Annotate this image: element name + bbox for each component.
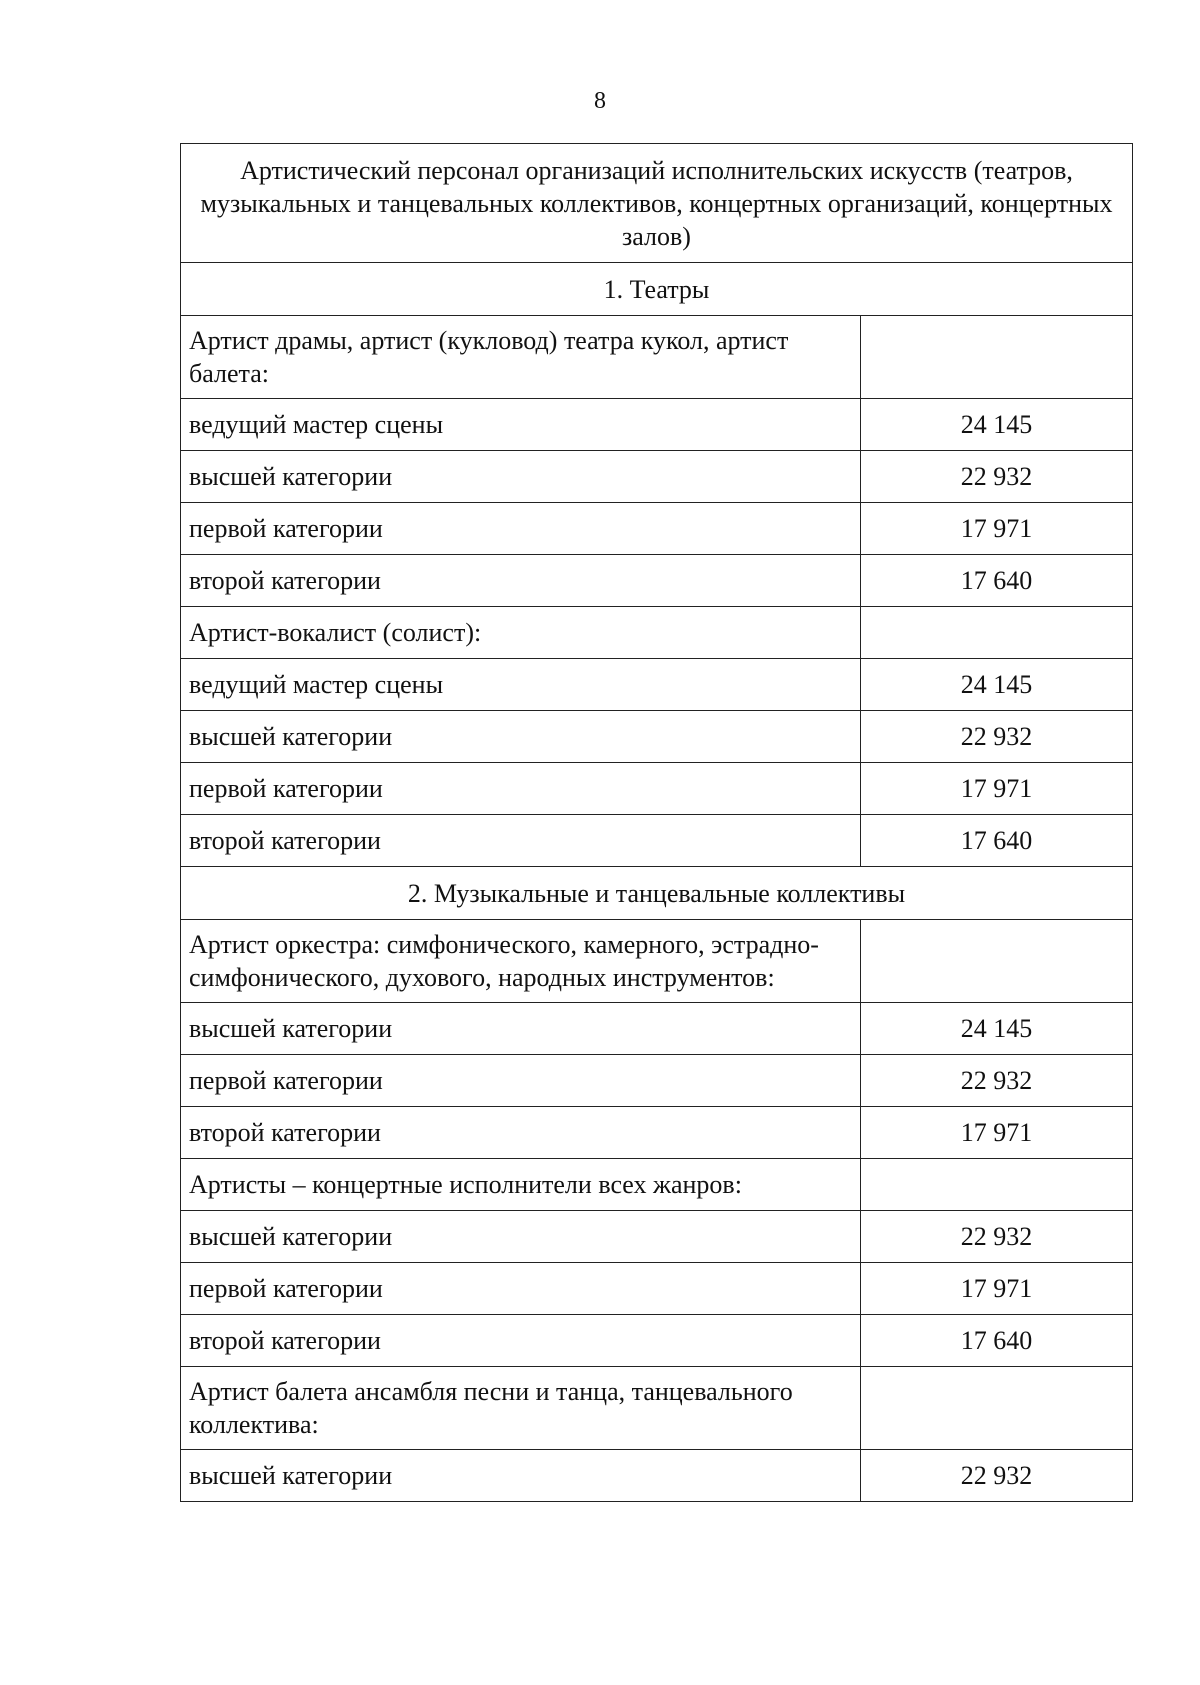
table-row [181, 711, 1133, 763]
row-label: первой категории [181, 1263, 861, 1315]
group-label: Артисты – концертные исполнители всех жанров: [181, 1159, 861, 1211]
row-label: высшей категории [181, 1003, 861, 1055]
row-value: 17 971 [861, 503, 1133, 555]
row-value: 17 971 [861, 1107, 1133, 1159]
row-value: 22 932 [861, 1450, 1133, 1502]
group-label: Артист драмы, артист (кукловод) театра кукол, артист балета: [181, 316, 861, 399]
row-value: 17 971 [861, 763, 1133, 815]
salary-table [180, 143, 1133, 1502]
table-row [181, 503, 1133, 555]
table-row [181, 1315, 1133, 1367]
row-value: 17 640 [861, 815, 1133, 867]
table-row [181, 1003, 1133, 1055]
row-label: второй категории [181, 1315, 861, 1367]
group-label: Артист-вокалист (солист): [181, 607, 861, 659]
row-value: 17 640 [861, 555, 1133, 607]
row-value: 17 640 [861, 1315, 1133, 1367]
row-label: высшей категории [181, 1450, 861, 1502]
row-value: 24 145 [861, 1003, 1133, 1055]
row-label: высшей категории [181, 451, 861, 503]
row-label: первой категории [181, 1055, 861, 1107]
table-row [181, 815, 1133, 867]
table-row [181, 1211, 1133, 1263]
table-row [181, 399, 1133, 451]
row-label: второй категории [181, 1107, 861, 1159]
table-row [181, 1450, 1133, 1502]
section-heading: 1. Театры [181, 263, 1133, 316]
row-value: 22 932 [861, 711, 1133, 763]
table-row [181, 1055, 1133, 1107]
page-number: 8 [594, 88, 606, 114]
table-title: Артистический персонал организаций исполнительских искусств (театров, музыкальных и танцевальных коллективов, концертных организаций, концертных залов) [181, 144, 1133, 263]
section-row [181, 263, 1133, 316]
row-label: высшей категории [181, 711, 861, 763]
row-value: 24 145 [861, 399, 1133, 451]
row-label: ведущий мастер сцены [181, 659, 861, 711]
row-value: 24 145 [861, 659, 1133, 711]
row-label: второй категории [181, 555, 861, 607]
table-title-row [181, 144, 1133, 263]
group-row [181, 1367, 1133, 1450]
table-row [181, 555, 1133, 607]
group-row [181, 920, 1133, 1003]
row-value: 17 971 [861, 1263, 1133, 1315]
table-row [181, 451, 1133, 503]
group-row [181, 1159, 1133, 1211]
row-label: первой категории [181, 503, 861, 555]
row-label: ведущий мастер сцены [181, 399, 861, 451]
group-value [861, 1159, 1133, 1211]
section-heading: 2. Музыкальные и танцевальные коллективы [181, 867, 1133, 920]
group-row [181, 316, 1133, 399]
group-value [861, 1367, 1133, 1450]
row-value: 22 932 [861, 1055, 1133, 1107]
row-label: второй категории [181, 815, 861, 867]
group-label: Артист оркестра: симфонического, камерного, эстрадно-симфонического, духового, народных инструментов: [181, 920, 861, 1003]
group-value [861, 316, 1133, 399]
row-value: 22 932 [861, 451, 1133, 503]
table-row [181, 763, 1133, 815]
table-row [181, 1107, 1133, 1159]
table-row [181, 1263, 1133, 1315]
group-row [181, 607, 1133, 659]
row-value: 22 932 [861, 1211, 1133, 1263]
group-value [861, 920, 1133, 1003]
section-row [181, 867, 1133, 920]
row-label: высшей категории [181, 1211, 861, 1263]
table-row [181, 659, 1133, 711]
group-value [861, 607, 1133, 659]
group-label: Артист балета ансамбля песни и танца, танцевального коллектива: [181, 1367, 861, 1450]
row-label: первой категории [181, 763, 861, 815]
